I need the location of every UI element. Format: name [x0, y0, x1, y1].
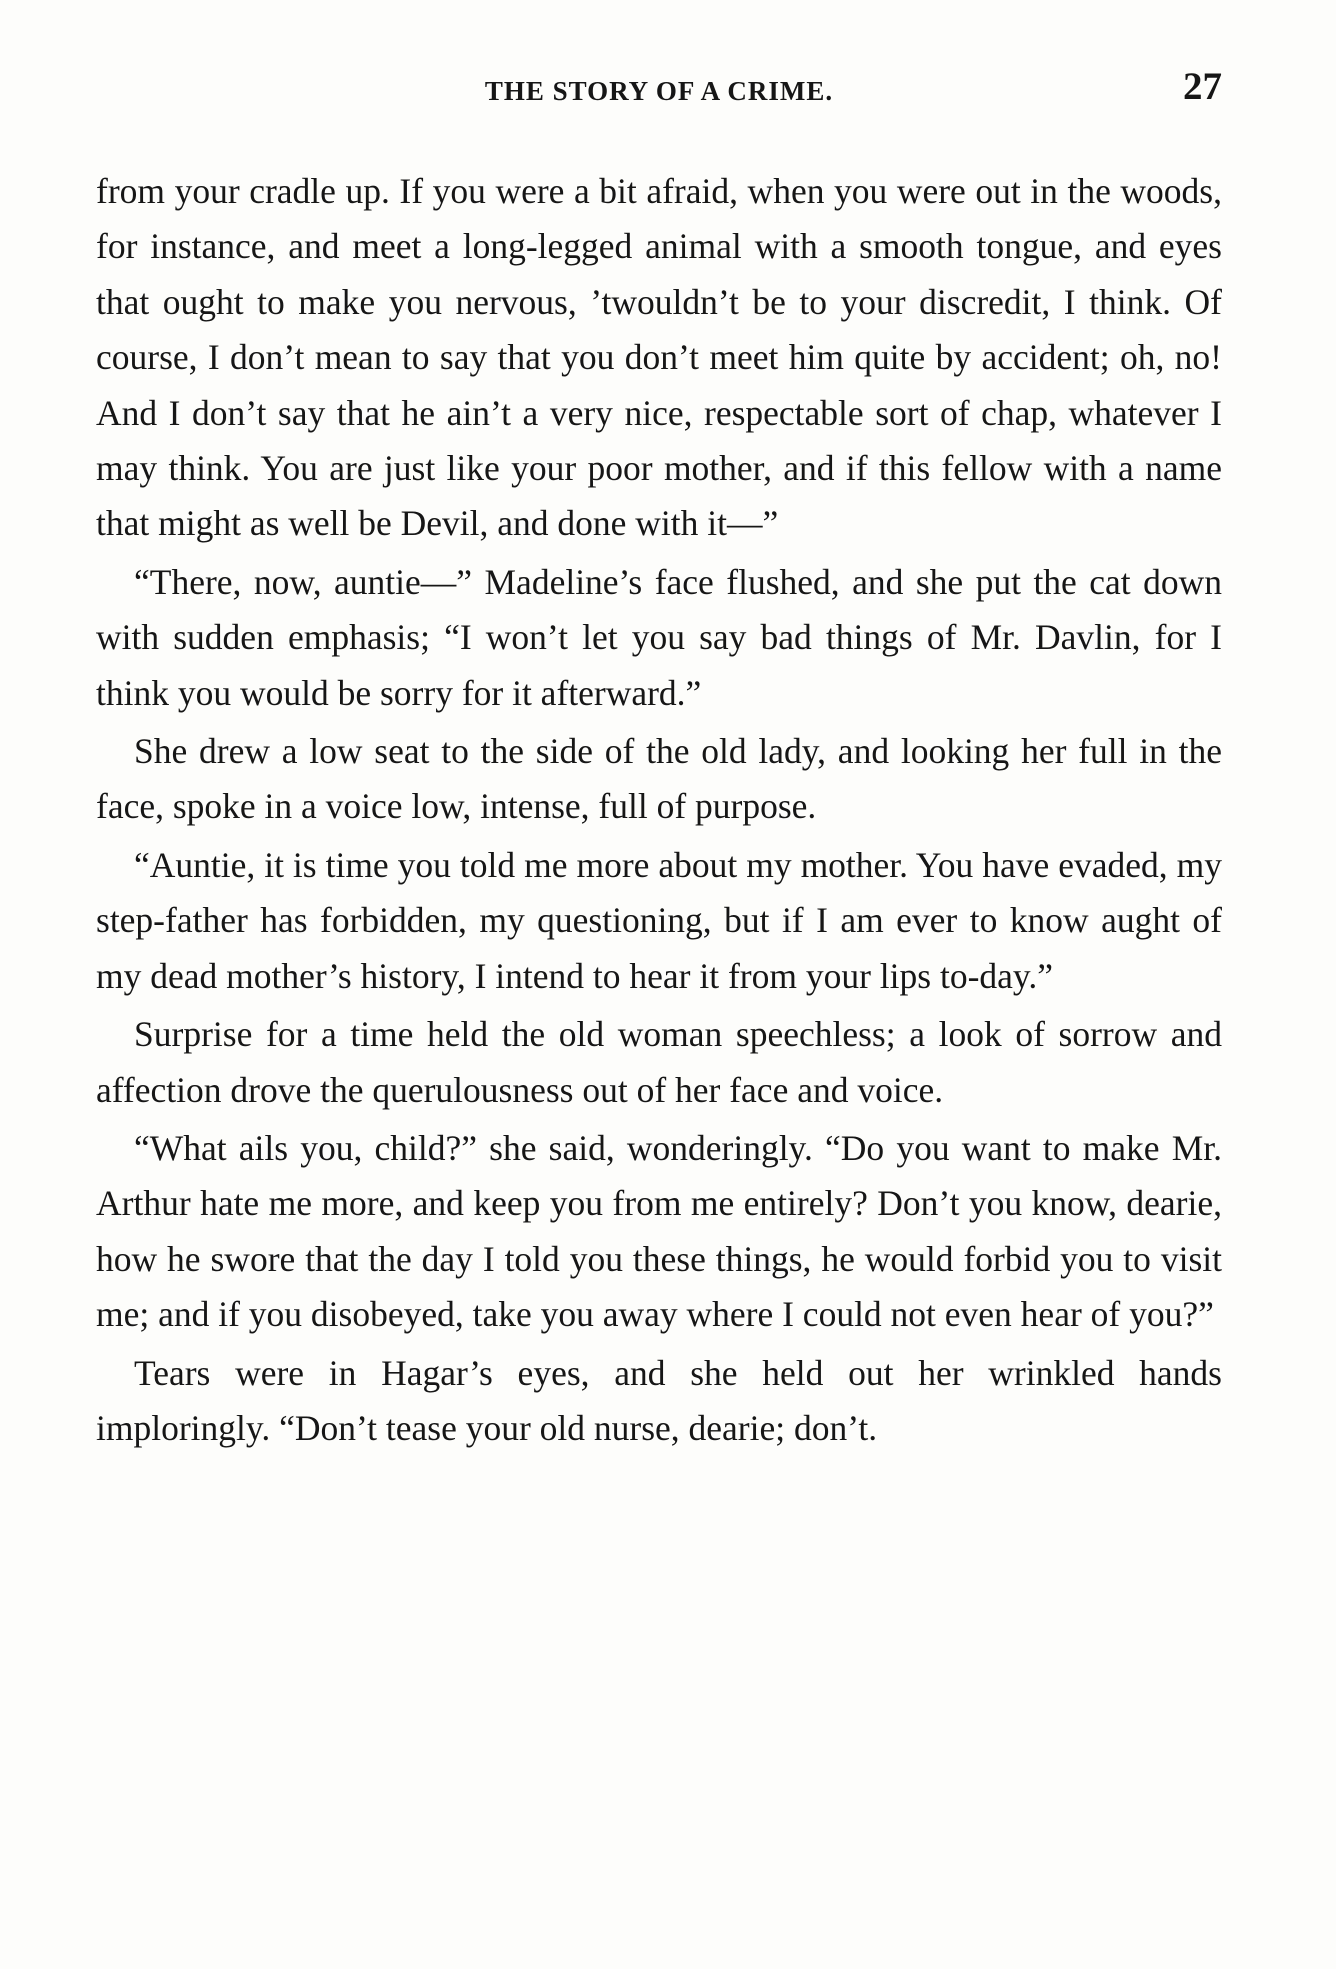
paragraph-narration-seat: She drew a low seat to the side of the old lady, and looking her full in the face, spoke in a voice low, intense, full of purpose.: [96, 731, 1222, 827]
page-number: 27: [1183, 65, 1222, 108]
paragraph-dialogue-auntie: “Auntie, it is time you told me more about my mother. You have evaded, my step-father has forbidden, my questioning, but if I am ever to know aught of my dead mother’s history, I intend to hear it from your lips to-day.”: [96, 844, 1222, 996]
paragraph-continuation: from your cradle up. If you were a bit afraid, when you were out in the woods, for instance, and meet a long-legged animal with a smooth tongue, and eyes that ought to make you nervous, ’twouldn’t be to your discredit, I think. Of course, I don’t mean to say that you don’t meet him quite by accident; oh, no! And I don’t say that he ain’t a very nice, respectable sort of chap, whatever I may think. You are just like your poor mother, and if this fellow with a name that might as well be Devil, and done with it—”: [96, 171, 1222, 544]
running-title: THE STORY OF A CRIME.: [484, 76, 834, 106]
paragraph-dialogue-child: “What ails you, child?” she said, wonderingly. “Do you want to make Mr. Arthur hate me more, and keep you from me entirely? Don’t you know, dearie, how he swore that the day I told you these things, he would forbid you to visit me; and if you disobeyed, take you away where I could not even hear of you?”: [96, 1127, 1222, 1335]
body-text: [96, 164, 1222, 1456]
page-header: [96, 64, 1222, 124]
paragraph-narration-surprise: Surprise for a time held the old woman speechless; a look of sorrow and affection drove the querulousness out of her face and voice.: [96, 1014, 1222, 1110]
paragraph-narration-tears: Tears were in Hagar’s eyes, and she held out her wrinkled hands imploringly. “Don’t tease your old nurse, dearie; don’t.: [96, 1352, 1222, 1448]
paragraph-dialogue-madeline: “There, now, auntie—” Madeline’s face flushed, and she put the cat down with sudden emphasis; “I won’t let you say bad things of Mr. Davlin, for I think you would be sorry for it afterward.”: [96, 561, 1222, 713]
